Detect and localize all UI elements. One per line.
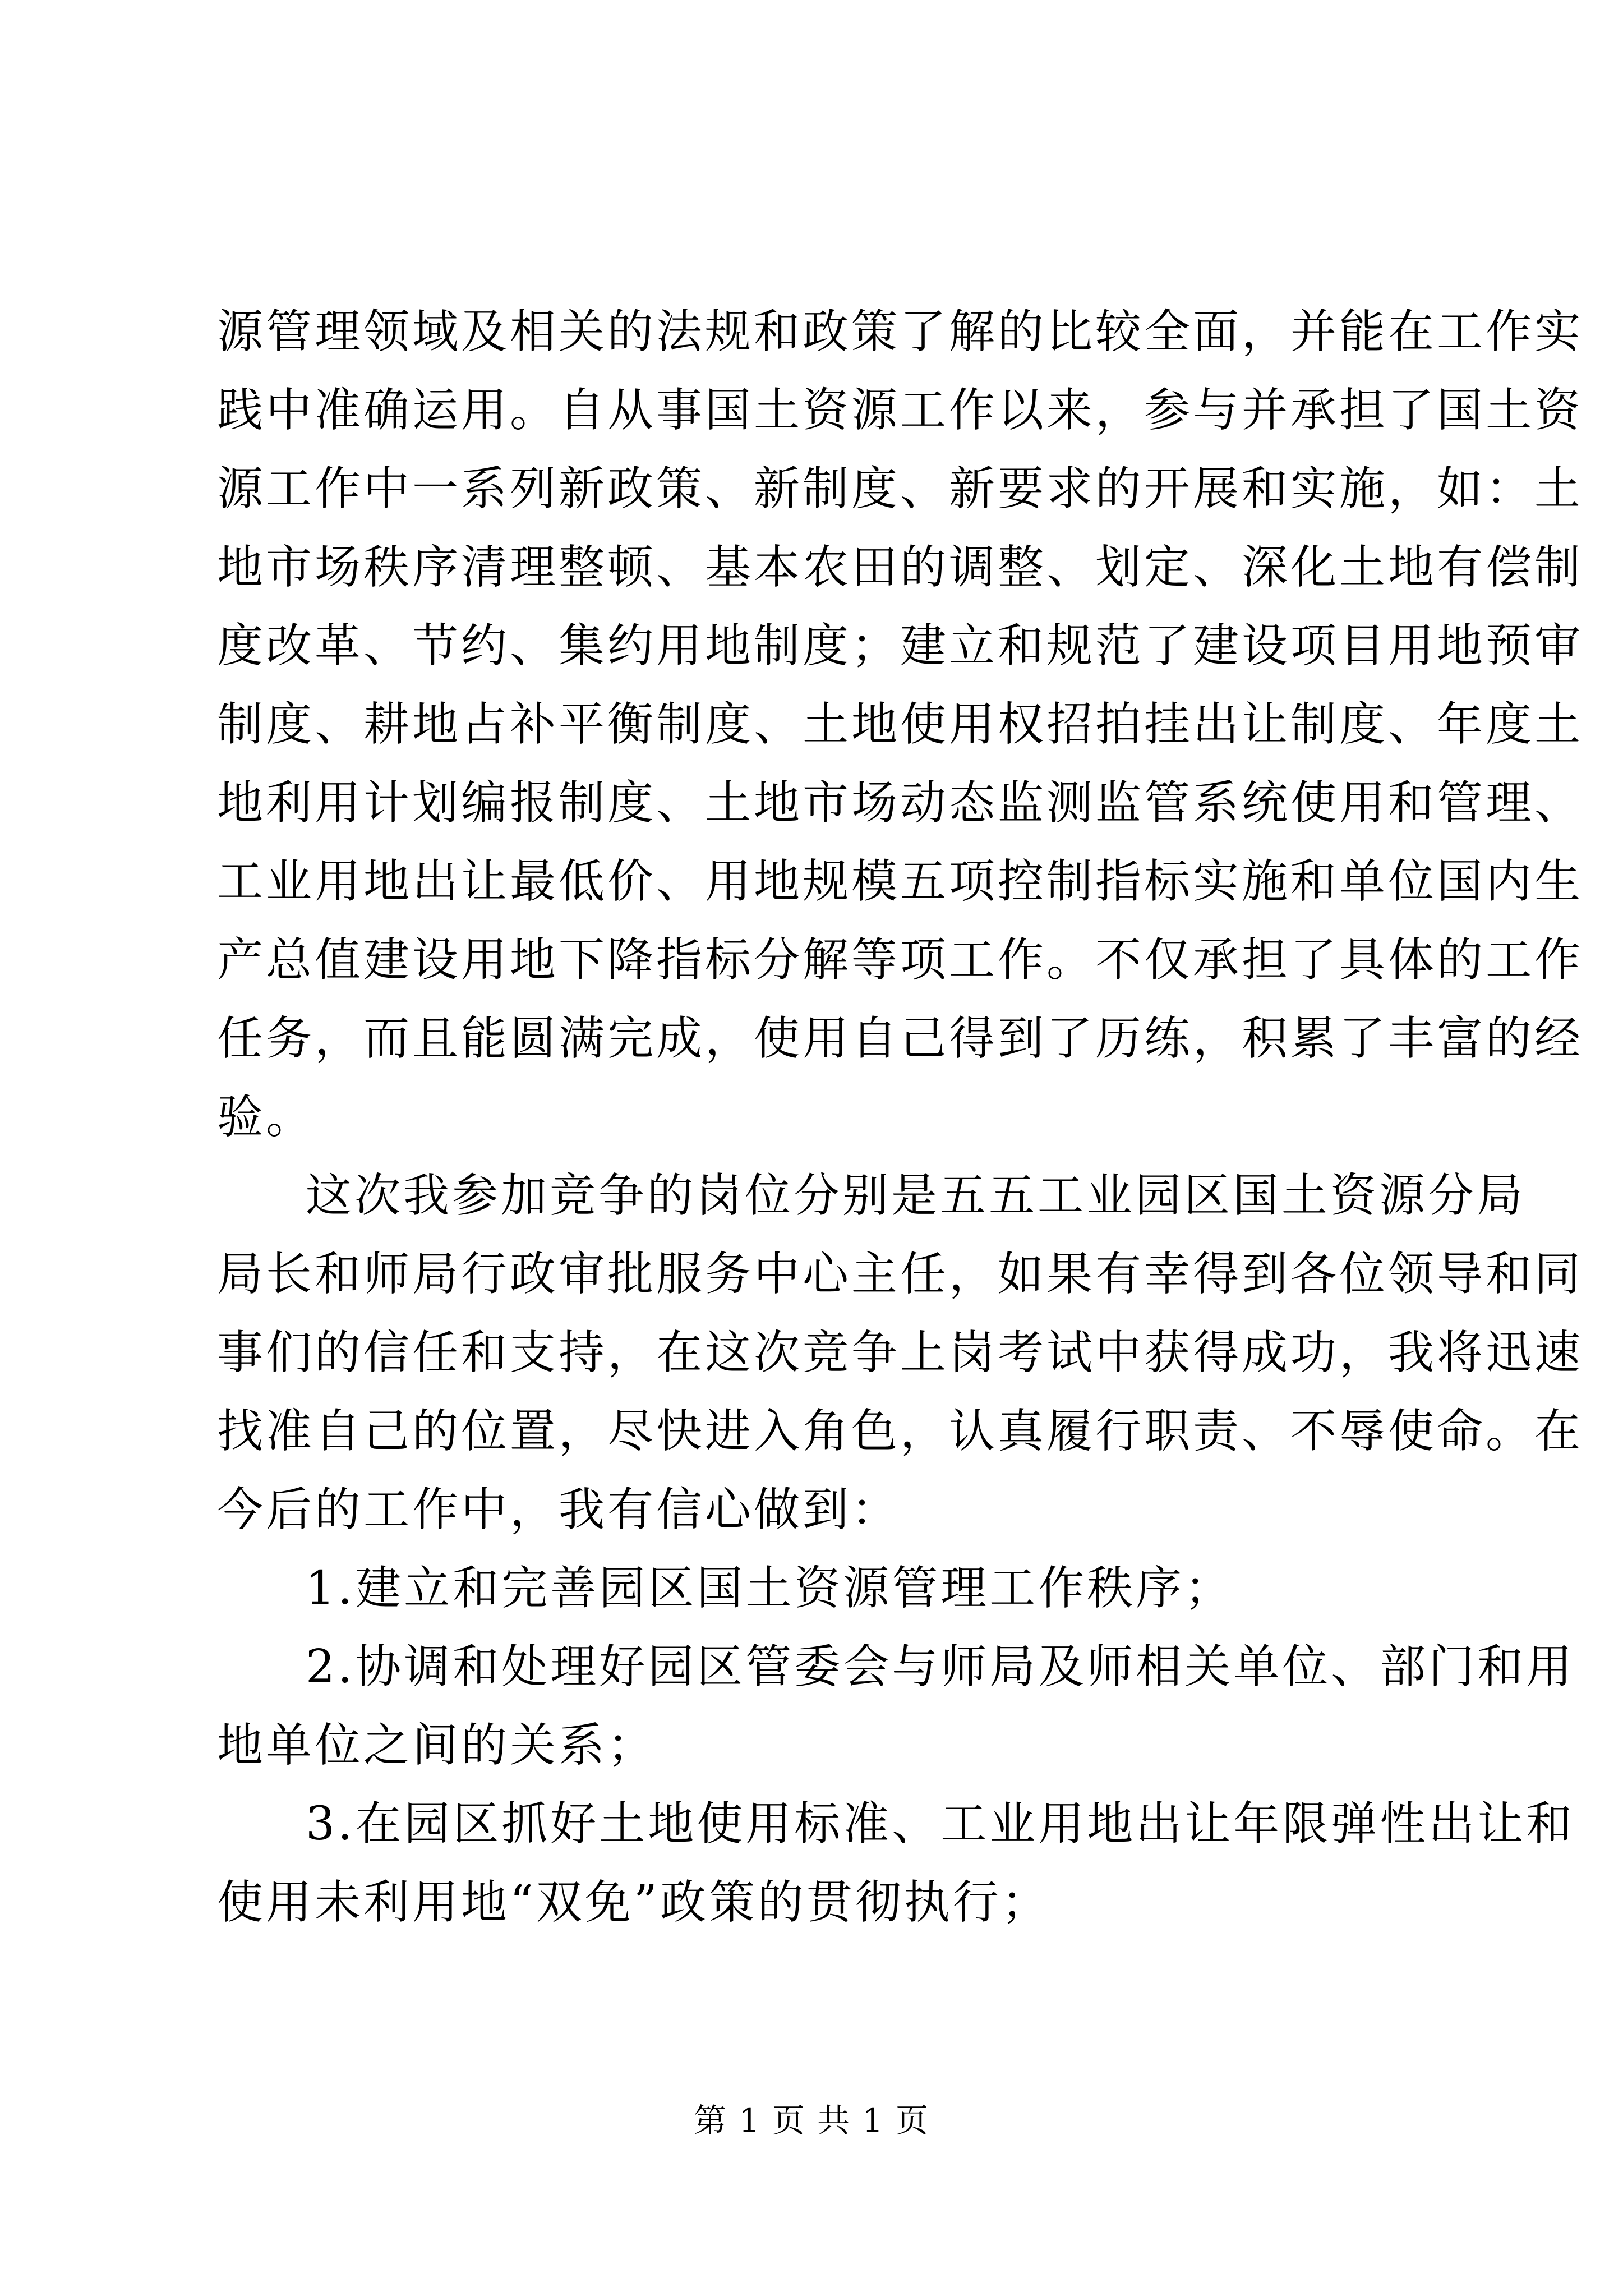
text-line: 度改革、节约、集约用地制度；建立和规范了建设项目用地预审 [217,619,1584,673]
text-line: 找准自己的位置，尽快进入角色，认真履行职责、不辱使命。在 [217,1405,1584,1458]
text-line: 地市场秩序清理整顿、基本农田的调整、划定、深化土地有偿制 [217,541,1584,594]
text-line: 源工作中一系列新政策、新制度、新要求的开展和实施，如：土 [217,462,1584,516]
text-line: 任务，而且能圆满完成，使用自己得到了历练，积累了丰富的经 [217,1012,1584,1065]
text-line: 地利用计划编报制度、土地市场动态监测监管系统使用和管理、 [217,776,1584,830]
list-item-1: 1.建立和完善园区国土资源管理工作秩序； [306,1562,1234,1615]
text-line: 践中准确运用。自从事国土资源工作以来，参与并承担了国土资 [217,384,1584,437]
paragraph-first-line: 这次我参加竞争的岗位分别是五五工业园区国土资源分局 [306,1169,1526,1222]
text-line: 事们的信任和支持，在这次竞争上岗考试中获得成功，我将迅速 [217,1326,1584,1379]
text-line: 工业用地出让最低价、用地规模五项控制指标实施和单位国内生 [217,855,1584,908]
list-item-2-continuation: 地单位之间的关系； [217,1719,657,1772]
text-line: 制度、耕地占补平衡制度、土地使用权招拍挂出让制度、年度土 [217,698,1584,751]
text-line: 源管理领域及相关的法规和政策了解的比较全面，并能在工作实 [217,305,1584,358]
text-line: 产总值建设用地下降指标分解等项工作。不仅承担了具体的工作 [217,933,1584,987]
text-line: 局长和师局行政审批服务中心主任，如果有幸得到各位领导和同 [217,1248,1584,1301]
list-item-2: 2.协调和处理好园区管委会与师局及师相关单位、部门和用 [306,1640,1575,1694]
page-footer: 第 1 页 共 1 页 [694,2101,929,2139]
list-item-3-continuation: 使用未利用地“双免”政策的贯彻执行； [217,1876,1050,1929]
list-item-3: 3.在园区抓好土地使用标准、工业用地出让年限弹性出让和 [306,1797,1575,1851]
text-line: 验。 [217,1091,315,1144]
text-line: 今后的工作中，我有信心做到： [217,1483,901,1536]
